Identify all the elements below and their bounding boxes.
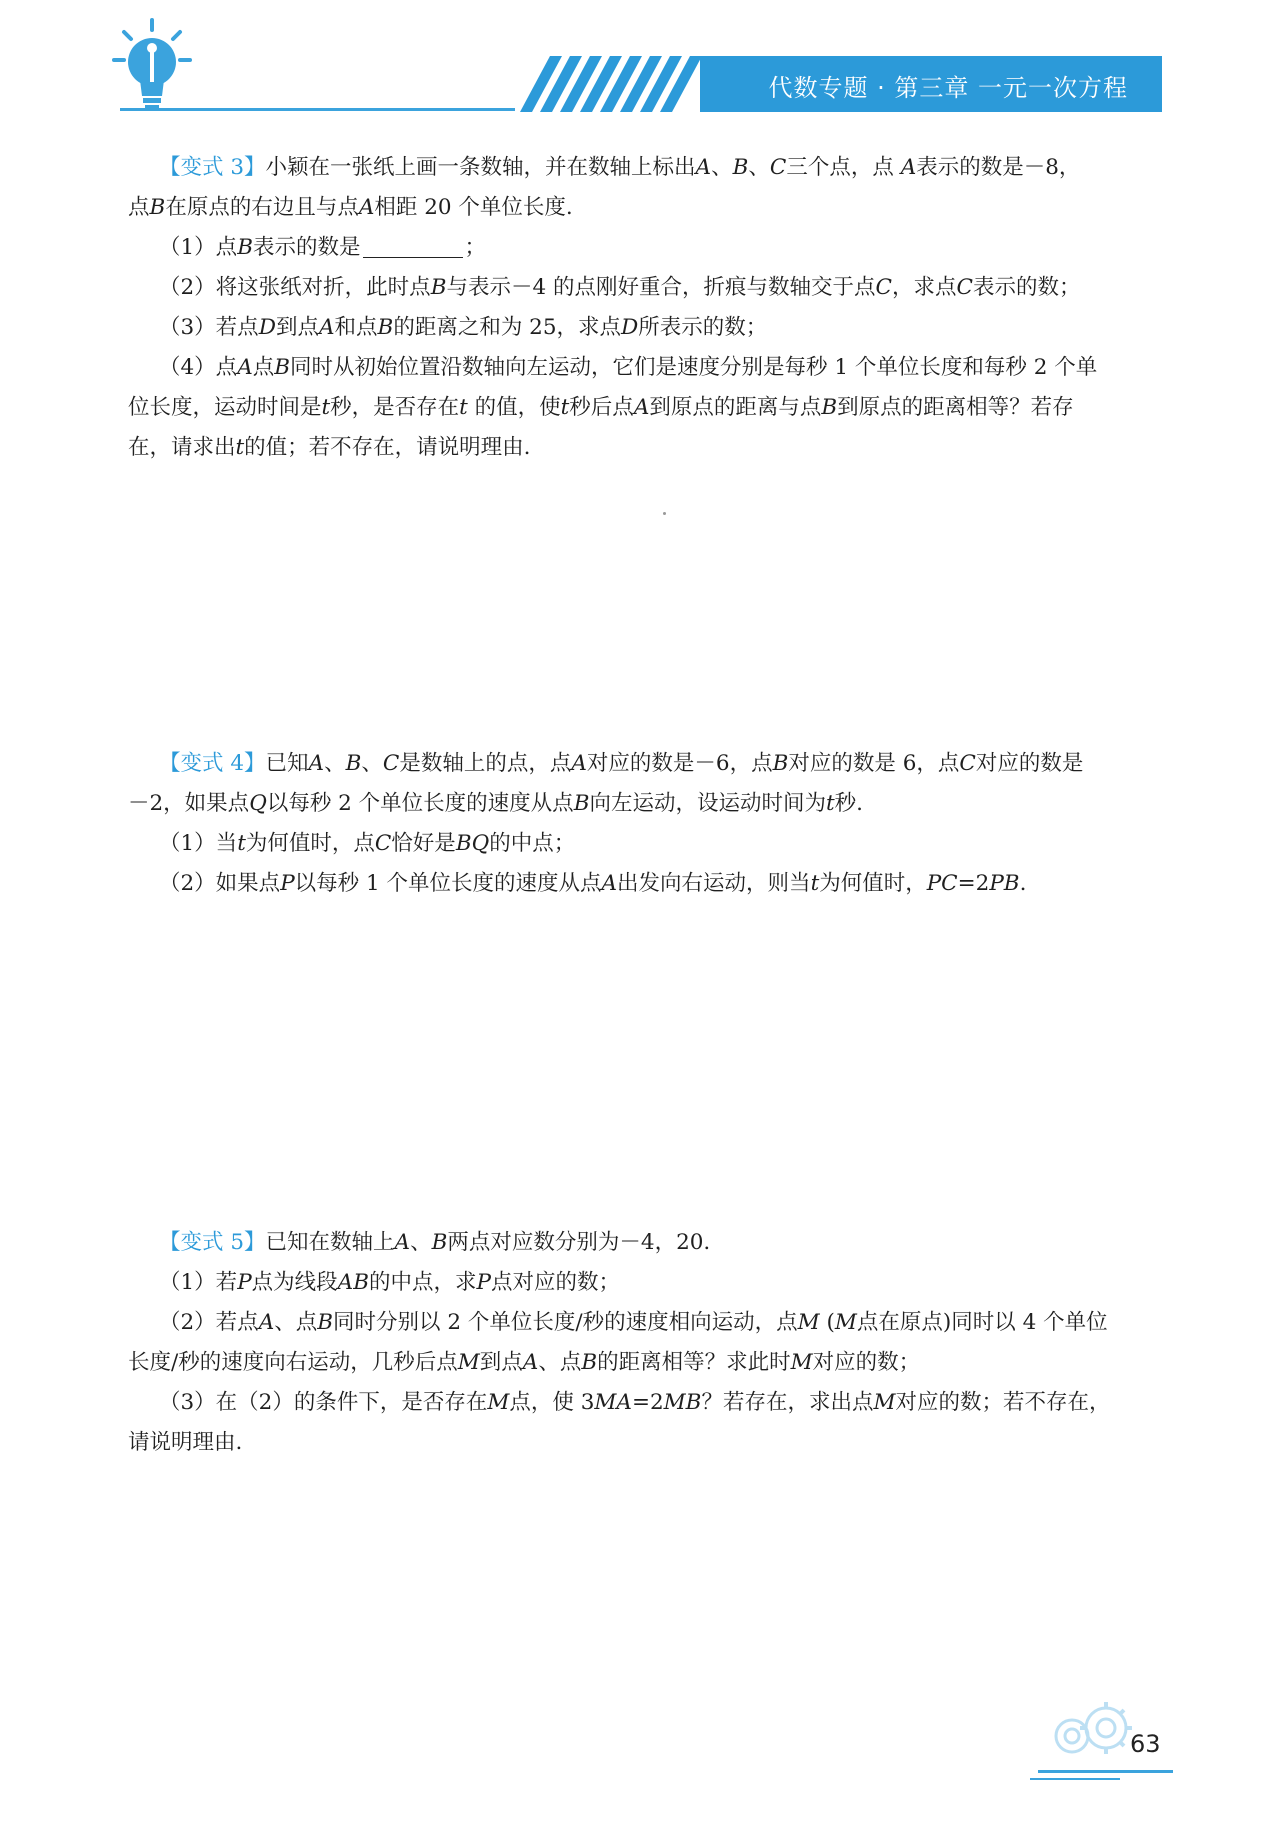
answer-blank[interactable] [363, 233, 463, 258]
header-rule [120, 108, 515, 111]
page-number: 63 [1130, 1730, 1161, 1758]
sub-question-2: （2）若点A、点B同时分别以 2 个单位长度/秒的速度相向运动，点M (M点在原点)同时以 4 个单位 [159, 1310, 1108, 1335]
sub-question-1: （1）当t为何值时，点C恰好是BQ的中点； [159, 831, 576, 856]
footer-rule [1038, 1770, 1173, 1773]
sub-question-2: （2）将这张纸对折，此时点B与表示－4 的点刚好重合，折痕与数轴交于点C，求点C表示的数； [159, 275, 1081, 300]
problem-line: 请说明理由. [128, 1430, 243, 1455]
footer-rule-short [1030, 1778, 1120, 1780]
problem-line: －2，如果点Q以每秒 2 个单位长度的速度从点B向左运动，设运动时间为t秒. [128, 791, 863, 816]
problem-line: 点B在原点的右边且与点A相距 20 个单位长度. [128, 195, 573, 220]
problem-tag: 【变式 4】 [159, 751, 266, 776]
sub-question-1: （1）点B表示的数是 ； [159, 235, 487, 260]
sub-question-3: （3）在（2）的条件下，是否存在M点，使 3MA=2MB？若存在，求出点M对应的数；若不存在， [159, 1390, 1111, 1415]
gear-icon [1050, 1702, 1140, 1766]
problem-tag: 【变式 5】 [159, 1230, 266, 1255]
sub-question-2: （2）如果点P以每秒 1 个单位长度的速度从点A出发向右运动，则当t为何值时，PC=2PB. [159, 871, 1027, 896]
header-stripes [520, 56, 715, 112]
page-header [0, 0, 1280, 130]
problem-line: 长度/秒的速度向右运动，几秒后点M到点A、点B的距离相等？求此时M对应的数； [128, 1350, 921, 1375]
problem-line: 【变式 5】已知在数轴上A、B两点对应数分别为－4，20. [159, 1230, 711, 1255]
lightbulb-icon [112, 18, 192, 114]
chapter-title-bar [700, 56, 1162, 112]
chapter-title: 代数专题 · 第三章 一元一次方程 [768, 74, 1128, 102]
scan-speck [663, 512, 666, 515]
problem-variant-3 [128, 148, 1170, 468]
page-footer [1030, 1700, 1180, 1780]
sub-question-4: （4）点A点B同时从初始位置沿数轴向左运动，它们是速度分别是每秒 1 个单位长度和每秒 2 个单 [159, 355, 1098, 380]
problem-line: 位长度，运动时间是t秒，是否存在t 的值，使t秒后点A到原点的距离与点B到原点的距离相等？若存 [128, 395, 1074, 420]
problem-line: 【变式 3】小颖在一张纸上画一条数轴，并在数轴上标出A、B、C三个点，点 A表示的数是－8， [159, 155, 1081, 180]
problem-variant-5 [128, 1223, 1170, 1463]
problem-line: 在，请求出t的值；若不存在，请说明理由. [128, 435, 531, 460]
sub-question-3: （3）若点D到点A和点B的距离之和为 25，求点D所表示的数； [159, 315, 768, 340]
sub-question-1: （1）若P点为线段AB的中点，求P点对应的数； [159, 1270, 620, 1295]
problem-tag: 【变式 3】 [159, 155, 266, 180]
problem-variant-4 [128, 744, 1170, 904]
problem-line: 【变式 4】已知A、B、C是数轴上的点，点A对应的数是－6，点B对应的数是 6，点C对应的数是 [159, 751, 1084, 776]
